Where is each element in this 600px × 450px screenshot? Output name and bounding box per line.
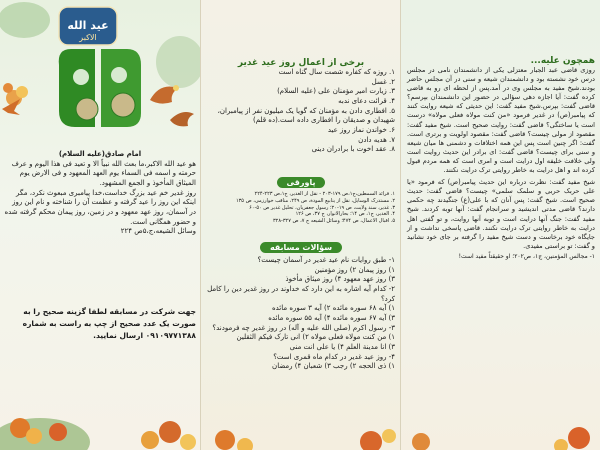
story-section [407,56,595,261]
quote-arabic: هو عید الله الاکبر،ما بعث الله نبیاً الا و تعید فی هذا الیوم و عرف حرمته و اسمه فی السماء یوم العهد المعهود و فی الارض یوم المیثاق المأخوذ و الجمع المشهود. [11,159,196,187]
acts-list [207,68,395,155]
footnotes-list [207,191,395,225]
act-item: ۶. خواندن نماز روز عید [327,125,395,134]
act-item: ۲. غسل [371,77,395,86]
act-item: ۴. قرائت دعای ندبه [338,96,395,105]
question-line: ۱- طبق روایات نام عید غدیر در آسمان چیست؟ [257,256,395,264]
ghadir-logo [45,5,155,145]
imam-quote [4,150,196,237]
quiz-title: سؤالات مسابقه [260,242,342,253]
quote-persian: روز غدیر خم عید بزرگ خداست،خدا پیامبری مبعوث نکرد، مگر اینکه این روز را عید گرفته و عظمت آن را شناخته و نام این روز در آسمان، روز عهد معهود و در زمین، روز پیمان محکم گرفته شده و حضور همگانی است. [4,188,196,226]
floral-decoration-bottom [0,380,200,450]
footnote-item: ۳. غدیر، سند ولایت، ص ۱۹-۲۰؛ رسول جعفریان، تحلیل غدیر ص ۵۰-۶۰ [249,204,395,211]
bird-left-icon [0,95,22,117]
act-item: ۱. روزه که کفاره شصت سال گناه است [278,68,395,76]
svg-text:الاکبر: الاکبر [79,33,97,42]
act-item: ۷. هدیه دادن [358,135,395,144]
question-line: ۱) ذی الحجه ۲) رجب ۳) شعبان ۴) رمضان [272,362,395,371]
question-line: ۳) روز عهد معهود ۴) روز میثاق مأخوذ [285,275,395,284]
acts-title: برخی از اعمال روز عید غدیر [237,58,365,68]
quiz-questions [207,256,395,372]
contest-instructions: جهت شرکت در مسابقه لطفا گزینه صحیح را به صورت یک عدد صحیح از چپ به راست به شماره [22,307,196,328]
contest-note [4,306,196,342]
story-body: روزی قاضی عبد الجبار معتزلی یکی از دانشمندان نامی در مجلس درس خود نشسته بود و دانشمندان شیعه و سنی در آن مجلس حاضر بودند.شیخ مفید به مجلس وی در آمد.پس از لحظه ای رو به قاضی کرده گفت: آیا اجازه دهی سؤالی در حضور این دانشمندان بپرسم؟ قاضی گفت: بپرس.شیخ مفید گفت: این حدیثی که شیعه روایت کنند که پیامبر(ص) در غدیر فرمود «من کنت مولاه فعلی مولاه» درست است یا ساختگی؟ قاضی گفت: روایت صحیح است. شیخ مفید گفت: مقصود از مولی چیست؟ قاضی گفت: مقصود اولویت و برتری است. گفت: اگر چنین است پس این همه اختلافات و دشمنی ها میان شیعه و سنی برای چیست؟ قاضی گفت: ای برادر این حدیث روایت است ولی خلافت خلیفه اول درایت است و امری است که همه مردم قبول کرده اند و اهل درایت به خاطر روایتی ترک درایت نکنند. [407,66,595,175]
acts-section [207,58,395,155]
quiz-section [207,235,395,372]
floral-decoration-right [401,404,600,450]
sms-number: ۰۹۱۰۹۷۷۱۳۸۸ ارسال نمایید. [93,331,196,340]
footnote-item: ۴. الغدیر، ج۱، ص ۱۴؛ بحارالانوار، ج ۳۷، ص ۱۲۶ [295,211,395,218]
story-title: همچون علیه... [530,56,595,66]
footnote-item: ۵. اقبال الاعمال، ص ۴۷۴؛ وسائل الشیعه ج ۷، ص ۳۲۷-۳۲۸ [272,218,395,224]
story-body-continued: شیخ مفید گفت: نظرت درباره این حدیث پیامبر(ص) که فرمود «یا علی حربک حربی و سلمک سلمی» چیست؟ قاضی گفت: حدیث صحیح است. شیخ گفت: پس آنان که با علی(ع) جنگیدند چه حکمی دارند؟ قاضی مدتی اندیشید و سرانجام گفت: آنها توبه کردند. شیخ مفید گفت: جنگ آنها درایت است و توبه آنها روایت، و تو گفتی اهل درایت به خاطر روایتی ترک درایت نکنند. قاضی پاسخی نداشت و از جایگاه خود برخاست و دست شیخ مفید را گرفته بر جای خود نشانید و گفت: تو براستی مفیدی. [407,178,595,250]
bird-right-icon [168,108,196,132]
question-line: ۱) آیه ۶۸ سوره مائده ۲) آیه ۳ سوره مائده [271,304,395,313]
question-line: ۴- روز عید غدیر در کدام ماه قمری است؟ [273,352,395,361]
footnote-item: ۲. مستدرک الوسایل، نقل از ینابیع المودة، ص ۲۴۹، مناقب خوارزمی، ص ۱۳۵ [235,197,395,204]
question-line: ۱) روز پیمان ۲) روز مؤمنین [314,265,395,274]
quote-attribution: امام صادق(علیه السلام) [58,150,142,158]
floral-decoration-middle [201,400,400,450]
act-item: ۸. عقد اخوت با برادران دینی [311,145,395,154]
act-item: ۵. افطاری دادن به مؤمنان که گویا یک میلیون نفر از پیامبران، شهیدان و صدیقان را افطاری داده است.(ده قلم) [217,106,395,125]
right-panel [400,0,600,450]
svg-text:عید الله: عید الله [67,19,109,32]
footnote-item: ۱. فرائد السمطین،ج۱،ص ۱۷۹-۲۰۳ - نقل از الغدیر، ج۱،ص ۲۲۳-۲۲۴ [254,191,395,197]
question-line: ۳- رسول اکرم (صلی الله علیه و آله) در روز غدیر چه فرمودند؟ [212,323,395,332]
act-item: ۳. زیارت امیر مؤمنان علی (علیه السلام) [277,87,395,96]
question-line: ۱) من کنت مولاه فعلی مولاه ۲) انی تارک فیکم الثقلین [236,333,395,342]
story-reference: ۱- مجالس المؤمنین، ج۱، ص۲۰۲؛ او حقیقتاً مفید است! [458,252,595,260]
footnotes-title: پاورقی [277,177,326,188]
question-line: ۳) انا مدینة العلم ۴) یا علی انت منی [289,342,395,351]
left-panel [0,0,200,450]
quote-source: وسائل الشیعه،ج،۵ص ۲۲۴ [120,227,196,236]
question-line: ۲- کدام آیه اشاره به این دارد که خداوند در روز غدیر دین را کامل کرد؟ [207,284,395,303]
footnotes-section [207,170,395,225]
middle-panel [200,0,400,450]
question-line: ۳) آیه ۶۷ سوره مائده ۴) آیه ۵۵ سوره مائده [268,313,395,322]
